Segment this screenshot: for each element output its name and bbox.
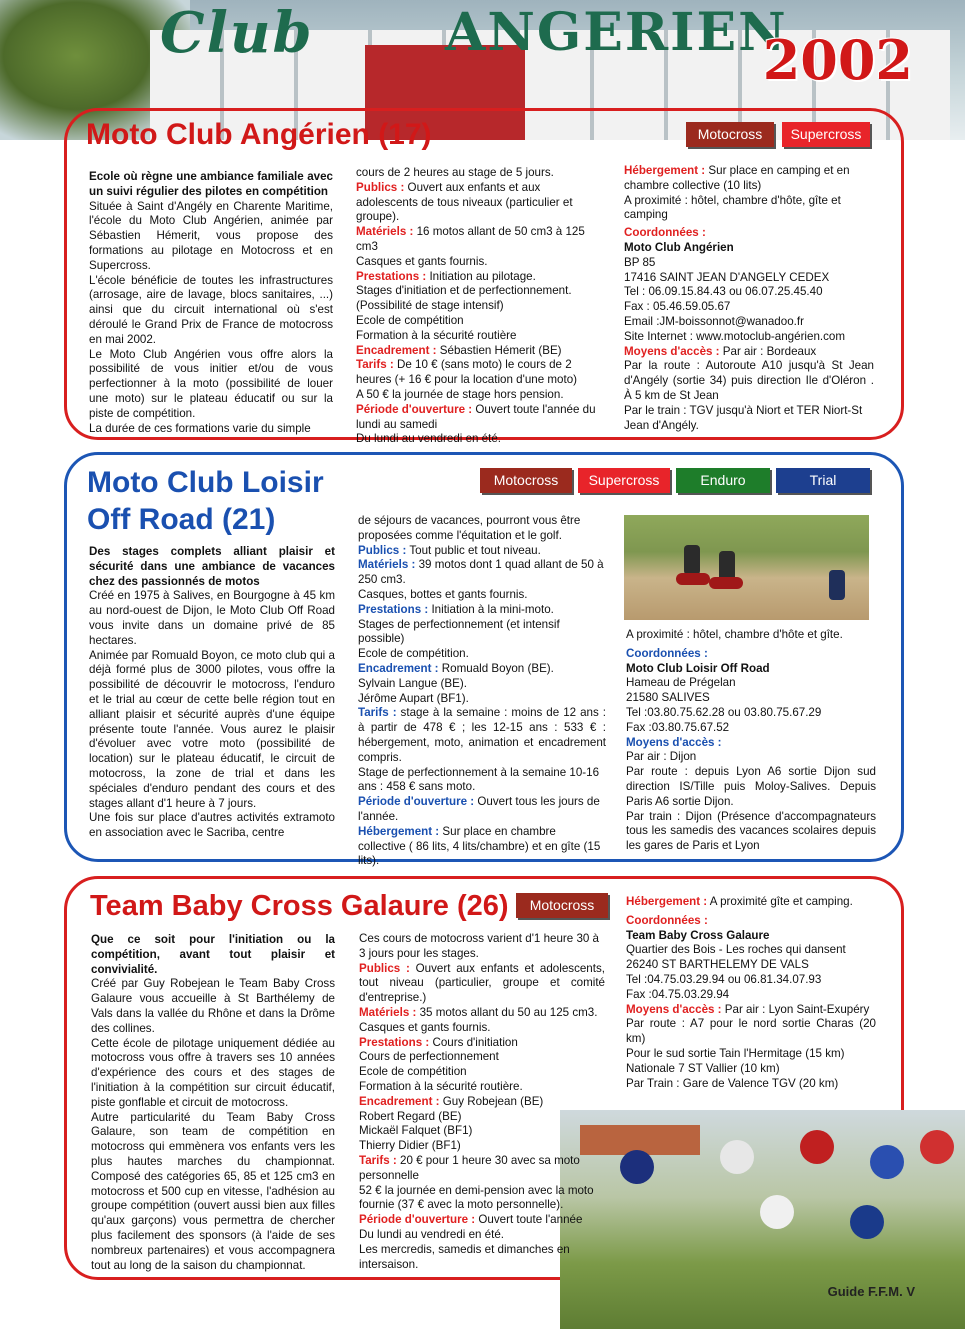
hebergement-value: Sur place en camping et en chambre collective (10 lits)	[624, 164, 850, 192]
section2-para: Créé en 1975 à Salives, en Bourgogne à 45 km au nord-ouest de Dijon, le Moto Club Off Road vous invite dans un domaine privé de 85 hectares.	[89, 589, 335, 647]
text-line: Ecole de compétition.	[358, 647, 469, 661]
section2-col1	[89, 545, 335, 841]
text-line: Sylvain Langue (BE).	[358, 676, 467, 690]
section3-col3	[626, 895, 876, 1091]
periode-line	[356, 403, 604, 433]
moyens-value: Par air : Bordeaux	[719, 344, 817, 358]
encadrement-value: Romuald Boyon (BE).	[438, 661, 554, 675]
tarifs-label: Tarifs :	[359, 1153, 397, 1167]
prestations-value: Cours d'initiation	[429, 1035, 518, 1049]
spectator-figure	[829, 570, 845, 600]
periode-label: Période d'ouverture :	[358, 795, 475, 809]
helmet-figure	[760, 1195, 794, 1229]
tarifs-line	[359, 1154, 605, 1184]
prestations-line	[358, 603, 606, 618]
helmet-figure	[800, 1130, 834, 1164]
encadrement-label: Encadrement :	[358, 661, 439, 675]
year-badge: 2002	[762, 28, 913, 92]
email-line: Email :JM-boissonnot@wanadoo.fr	[624, 314, 804, 328]
periode-value: Ouvert toute l'année du lundi au samedi	[356, 402, 596, 431]
coordonnees-label: Coordonnées :	[626, 646, 708, 660]
text-line: Du lundi au vendredi en été.	[356, 432, 502, 446]
bike-figure	[676, 573, 710, 585]
club-name: Moto Club Angérien	[624, 240, 734, 254]
section1-para: Située à Saint d'Angély en Charente Maritime, l'école du Moto Club Angérien, animée par Sébastien Hémerit, vous propose des formations au pilotage en Motocross et en Supercross.	[89, 199, 333, 272]
periode-value: Ouvert tous les jours de l'année.	[358, 795, 600, 823]
text-line: Formation à la sécurité routière.	[359, 1079, 523, 1093]
text-line: Ecole de compétition	[359, 1065, 467, 1079]
tarifs-value: De 10 € (sans moto) le cours de 2 heures (+ 16 € pour la location d'une moto)	[356, 358, 578, 387]
materiels-label: Matériels :	[359, 1005, 417, 1019]
text-line: Du lundi au vendredi en été.	[359, 1227, 505, 1241]
coordonnees-label: Coordonnées :	[624, 226, 706, 240]
rider-figure	[684, 545, 700, 575]
section1-col1	[89, 170, 333, 436]
publics-value: Tout public et tout niveau.	[406, 543, 541, 557]
phone-line: Tel :04.75.03.29.94 ou 06.81.34.07.93	[626, 972, 822, 986]
encadrement-label: Encadrement :	[356, 343, 437, 357]
motocross-photo	[624, 515, 869, 620]
hebergement-value: Sur place en chambre collective ( 86 lits, 4 lits/chambre) et en gîte (15 lits).	[358, 824, 601, 868]
prestations-line	[356, 270, 604, 285]
phone-line: Tel :03.80.75.62.28 ou 03.80.75.67.29	[626, 705, 822, 719]
section3-col1	[91, 933, 335, 1273]
section1-para: L'école bénéficie de toutes les infrastructures (arrosage, aire de lavage, blocs sanitaires, ...) ainsi que du circuit international où s'est déroulé le Grand Prix de France de motocross en mai 2002.	[89, 273, 333, 346]
encadrement-label: Encadrement :	[359, 1094, 440, 1108]
train-line: Par Train : Gare de Valence TGV (20 km)	[626, 1076, 839, 1090]
section3-para: Cette école de pilotage uniquement dédiée au motocross vous offre à travers ses 10 années d'expérience des cours et des stages de l'initiation à la compétition sur circuit éducatif, piste gonflable et circuit de motocross.	[91, 1036, 335, 1109]
prestations-label: Prestations :	[356, 269, 427, 283]
prestations-label: Prestations :	[358, 602, 429, 616]
periode-label: Période d'ouverture :	[356, 402, 473, 416]
text-line: Mickaël Falquet (BF1)	[359, 1124, 473, 1138]
publics-label: Publics :	[356, 180, 405, 194]
sign-club: Club	[160, 0, 314, 66]
materiels-line	[358, 558, 606, 588]
address-line: 26240 ST BARTHELEMY DE VALS	[626, 958, 809, 972]
tarifs-value: 20 € pour 1 heure 30 avec sa moto personnelle	[359, 1153, 580, 1182]
fax-line: Fax : 05.46.59.05.67	[624, 300, 731, 314]
tag-supercross: Supercross	[578, 468, 670, 493]
helmet-figure	[720, 1140, 754, 1174]
page-footer: Guide F.F.M. V	[827, 1284, 915, 1299]
bike-figure	[709, 577, 743, 589]
section2-col2	[358, 514, 606, 869]
club-name: Moto Club Loisir Off Road	[626, 661, 770, 675]
helmet-figure	[850, 1205, 884, 1239]
materiels-value: 39 motos dont 1 quad allant de 50 à 250 cm3.	[358, 558, 604, 587]
text-line: Ces cours de motocross varient d'1 heure 30 à 3 jours pour les stages.	[359, 932, 600, 960]
materiels-line	[359, 1006, 605, 1021]
hebergement-value: A proximité gîte et camping.	[707, 895, 853, 908]
periode-label: Période d'ouverture :	[359, 1213, 476, 1227]
section1-lead: Ecole où règne une ambiance familiale avec un suivi régulier des pilotes en compétition	[89, 170, 333, 198]
text-line: Stages de perfectionnement (et intensif possible)	[358, 617, 560, 646]
tag-motocross: Motocross	[516, 893, 608, 918]
section2-title-line1: Moto Club Loisir	[87, 466, 324, 499]
periode-line	[359, 1213, 605, 1228]
address-line: 17416 SAINT JEAN D'ANGELY CEDEX	[624, 270, 830, 284]
materiels-value: 16 motos allant de 50 cm3 à 125 cm3	[356, 225, 585, 253]
tag-motocross: Motocross	[686, 122, 774, 147]
encadrement-line	[356, 344, 604, 359]
section1-para: Le Moto Club Angérien vous offre alors la possibilité de vous initier et/ou de vous perfectionner à la moto (possibilité de louer une moto) sur le plateau éducatif ou sur la piste de compétition.	[89, 347, 333, 420]
hebergement-line	[358, 825, 606, 869]
tarifs-line	[358, 706, 606, 765]
tag-trial: Trial	[776, 468, 870, 493]
train-line: Par train : Dijon (Présence d'accompagnateurs tous les samedis des vacances scolaires depuis les gares de Paris et Lyon	[626, 809, 876, 853]
encadrement-value: Sébastien Hémerit (BE)	[436, 343, 562, 357]
materiels-label: Matériels :	[358, 558, 416, 572]
publics-label: Publics :	[358, 543, 407, 557]
text-line: Stage de perfectionnement à la semaine 10-16 ans : 458 € sans moto.	[358, 765, 600, 794]
text-line: Par air : Dijon	[626, 750, 697, 764]
prestations-value: Initiation au pilotage.	[426, 269, 536, 283]
fax-line: Fax :03.80.75.67.52	[626, 720, 730, 734]
prestations-label: Prestations :	[359, 1035, 430, 1049]
text-line: Formation à la sécurité routière	[356, 328, 517, 342]
encadrement-line	[358, 662, 606, 677]
text-line: Ecole de compétition	[356, 313, 464, 327]
section1-col2	[356, 166, 604, 447]
address-line: BP 85	[624, 255, 656, 269]
section3-lead: Que ce soit pour l'initiation ou la compétition, avant tout plaisir et convivialité.	[91, 933, 335, 976]
moyens-label: Moyens d'accès :	[626, 735, 722, 749]
publics-value: Ouvert aux enfants et adolescents, tout niveau (particulier, groupe et comité d'entreprise.)	[359, 961, 605, 1005]
hebergement-label: Hébergement :	[358, 824, 440, 838]
text-line: Cours de perfectionnement	[359, 1050, 499, 1064]
text-line: A proximité : hôtel, chambre d'hôte, gîte et camping	[624, 193, 841, 222]
section3-col2	[359, 932, 605, 1272]
materiels-label: Matériels :	[356, 225, 414, 239]
hebergement-label: Hébergement :	[624, 164, 706, 177]
helmet-figure	[870, 1145, 904, 1179]
section2-title-line2: Off Road (21)	[87, 503, 276, 536]
section3-para: Autre particularité du Team Baby Cross Galaure, son team de compétition en motocross qui emmènera vos enfants vers les plus hautes marches du championnat. Composé des catégories 65, 85 et 125 cm3 en motocross et 500 cup en vitesse, l'adhésion au groupe compétition (ouvert aussi bien aux filles qu'aux garçons) vous permettra de chercher plus facilement des sponsors (à l'aide de ses nombreux partenaires) et vous accompagnera tout au long de la saison du championnat.	[91, 1110, 335, 1272]
tag-motocross: Motocross	[480, 468, 572, 493]
section2-para: Une fois sur place d'autres activités extramoto en association avec le Sacriba, centre	[89, 811, 335, 840]
section3-title: Team Baby Cross Galaure (26)	[90, 890, 509, 922]
materiels-value: 35 motos allant du 50 au 125 cm3.	[416, 1005, 598, 1019]
moyens-line	[624, 345, 874, 360]
tarifs-label: Tarifs :	[358, 706, 397, 720]
hebergement-label: Hébergement :	[626, 895, 708, 908]
encadrement-line	[359, 1095, 605, 1110]
hebergement-line	[626, 895, 876, 910]
helmet-figure	[920, 1130, 954, 1164]
moyens-line	[626, 1003, 876, 1018]
moyens-label: Moyens d'accès :	[624, 344, 720, 358]
section1-col3	[624, 164, 874, 433]
helmet-figure	[620, 1150, 654, 1184]
prestations-line	[359, 1036, 605, 1051]
section3-para: Créé par Guy Robejean le Team Baby Cross Galaure vous accueille à St Barthélemy de Vals dans la vallée du Rhône et dans la Drôme des collines.	[91, 977, 335, 1035]
section2-para: Animée par Romuald Boyon, ce moto club qui a déjà formé plus de 3000 pilotes, vous offre la possibilité de découvrir le motocross, l'enduro et le trial au cœur de cette belle région tout en alliant plaisir et sécurité auprès d'une équipe présente toute l'année. Vous aurez le plaisir d'évoluer avec votre moto (possibilité de location) sur le plateau éducatif, le circuit de motocross, la zone de trial et dans les spéciales d'enduro pendant des cours et des stages allant d'1 heure à 7 jours.	[89, 648, 335, 810]
tag-supercross: Supercross	[782, 122, 870, 147]
periode-value: Ouvert toute l'année	[475, 1213, 583, 1227]
section1-title: Moto Club Angérien (17)	[86, 118, 432, 151]
route-line: Par route : depuis Lyon A6 sortie Dijon sud direction IS/Tille puis Moloy-Salives. Depuis Paris A6 sortie Dijon.	[626, 765, 876, 808]
publics-line	[358, 544, 606, 559]
coordonnees-label: Coordonnées :	[626, 913, 708, 927]
tag-enduro: Enduro	[676, 468, 770, 493]
hebergement-line	[624, 164, 874, 194]
materiels-line	[356, 225, 604, 255]
route-line: Par route : A7 pour le nord sortie Charas (20 km)	[626, 1017, 876, 1046]
text-line: Thierry Didier (BF1)	[359, 1139, 461, 1153]
text-line: de séjours de vacances, pourront vous être proposées comme l'équitation et le golf.	[358, 514, 581, 542]
sign-angerien: ANGERIEN	[445, 2, 788, 63]
publics-line	[359, 962, 605, 1006]
text-line: A 50 € la journée de stage hors pension.	[356, 387, 564, 401]
publics-value: Ouvert aux enfants et aux adolescents de tous niveaux (particulier et groupe).	[356, 180, 573, 224]
text-line: Les mercredis, samedis et dimanches en intersaison.	[359, 1242, 570, 1271]
text-line: 52 € la journée en demi-pension avec la moto fournie (37 € avec la moto personnelle).	[359, 1183, 594, 1212]
prestations-value: Initiation à la mini-moto.	[428, 602, 554, 616]
address-line: Quartier des Bois - Les roches qui dansent	[626, 943, 846, 957]
text-line: Casques et gants fournis.	[356, 254, 488, 268]
text-line: Casques et gants fournis.	[359, 1020, 491, 1034]
encadrement-value: Guy Robejean (BE)	[439, 1094, 544, 1108]
text-line: cours de 2 heures au stage de 5 jours.	[356, 166, 554, 179]
moyens-value: Par air : Lyon Saint-Exupéry	[721, 1002, 870, 1016]
text-line: Jérôme Aupart (BF1).	[358, 691, 469, 705]
tarifs-line	[356, 358, 604, 388]
route-line: Nationale 7 ST Vallier (10 km)	[626, 1061, 780, 1075]
section1-para: La durée de ces formations varie du simple	[89, 421, 311, 435]
text-line: Stages d'initiation et de perfectionnement. (Possibilité de stage intensif)	[356, 284, 572, 313]
section2-lead: Des stages complets alliant plaisir et sécurité dans une ambiance de vacances chez des passionnés de motos	[89, 545, 335, 588]
moyens-label: Moyens d'accès :	[626, 1002, 722, 1016]
phone-line: Tel : 06.09.15.84.43 ou 06.07.25.45.40	[624, 285, 823, 299]
club-name: Team Baby Cross Galaure	[626, 928, 770, 942]
route-line: Pour le sud sortie Tain l'Hermitage (15 km)	[626, 1046, 845, 1060]
address-line: Hameau de Prégelan	[626, 676, 736, 690]
text-line: Robert Regard (BE)	[359, 1109, 462, 1123]
text-line: Casques, bottes et gants fournis.	[358, 587, 528, 601]
text-line: A proximité : hôtel, chambre d'hôte et gîte.	[626, 628, 843, 641]
address-line: 21580 SALIVES	[626, 691, 710, 705]
section2-col3	[626, 628, 876, 854]
website-line: Site Internet : www.motoclub-angérien.com	[624, 329, 846, 343]
fax-line: Fax :04.75.03.29.94	[626, 987, 730, 1001]
tarifs-value: stage à la semaine : moins de 12 ans : à partir de 478 € ; les 12-15 ans : 533 € : hébergement, moto, animation et encadrement compris.	[358, 706, 606, 764]
publics-label: Publics :	[359, 961, 410, 975]
tarifs-label: Tarifs :	[356, 358, 394, 372]
train-line: Par le train : TGV jusqu'à Niort et TER Niort-St Jean d'Angély.	[624, 403, 863, 432]
publics-line	[356, 181, 604, 225]
route-line: Par la route : Autoroute A10 jusqu'à St Jean d'Angély (sortie 34) puis direction Ile d'Oléron . À 5 km de St Jean	[624, 359, 874, 402]
periode-line	[358, 795, 606, 825]
